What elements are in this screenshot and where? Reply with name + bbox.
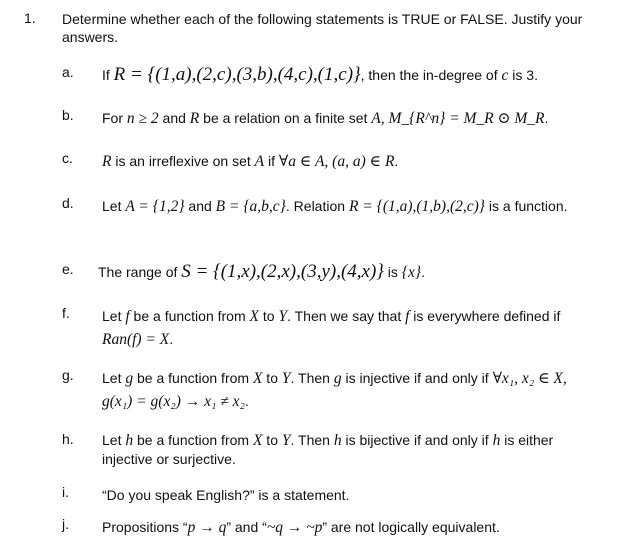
statement-text: If R = {(1,a),(2,c),(3,b),(4,c),(1,c)}, then the in-degree of c is 3. <box>102 64 538 85</box>
relation-set: R = {(1,a),(2,c),(3,b),(4,c),(1,c)} <box>113 64 361 85</box>
statement-text: Let h be a function from X to Y. Then h is bijective if and only if h is either injective or surjective. <box>102 432 554 467</box>
statement-text: Let f be a function from X to Y. Then we say that f is everywhere defined if Ran(f) = X. <box>102 308 561 348</box>
statement-label: j. <box>62 516 69 532</box>
statement-label: g. <box>62 367 74 383</box>
question-prompt: Determine whether each of the following statements is TRUE or FALSE. Justify your answers. <box>62 11 583 45</box>
statement-text: Let A = {1,2} and B = {a,b,c}. Relation R = {(1,a),(1,b),(2,c)} is a function. <box>102 198 568 215</box>
statement-label: e. <box>62 261 74 277</box>
question-number: 1. <box>24 10 36 26</box>
statement-text: Propositions “p → q” and “~q → ~p” are not logically equivalent. <box>102 519 500 536</box>
statement-label: d. <box>62 195 74 211</box>
statement-label: b. <box>62 107 74 123</box>
matrix-formula: A, M_{R^n} = M_R ⊙ M_R <box>371 110 545 127</box>
statement-text: For n ≥ 2 and R be a relation on a finite set A, M_{R^n} = M_R ⊙ M_R. <box>102 110 549 127</box>
statement-text: “Do you speak English?” is a statement. <box>102 487 350 503</box>
statement-text: R is an irreflexive on set A if ∀a ∈ A, (a, a) ∈ R. <box>102 153 399 170</box>
statement-label: a. <box>62 64 74 80</box>
statement-text: Let g be a function from X to Y. Then g is injective if and only if ∀x₁, x₂ ∈ X, g(x₁) = g(x₂) → x₁ ≠ x₂. <box>102 370 567 410</box>
statement-label: h. <box>62 431 74 447</box>
statement-label: c. <box>62 150 73 166</box>
statement-text: The range of S = {(1,x),(2,x),(3,y),(4,x)} is {x}. <box>98 261 425 282</box>
statement-label: i. <box>62 484 69 500</box>
statement-label: f. <box>62 305 70 321</box>
